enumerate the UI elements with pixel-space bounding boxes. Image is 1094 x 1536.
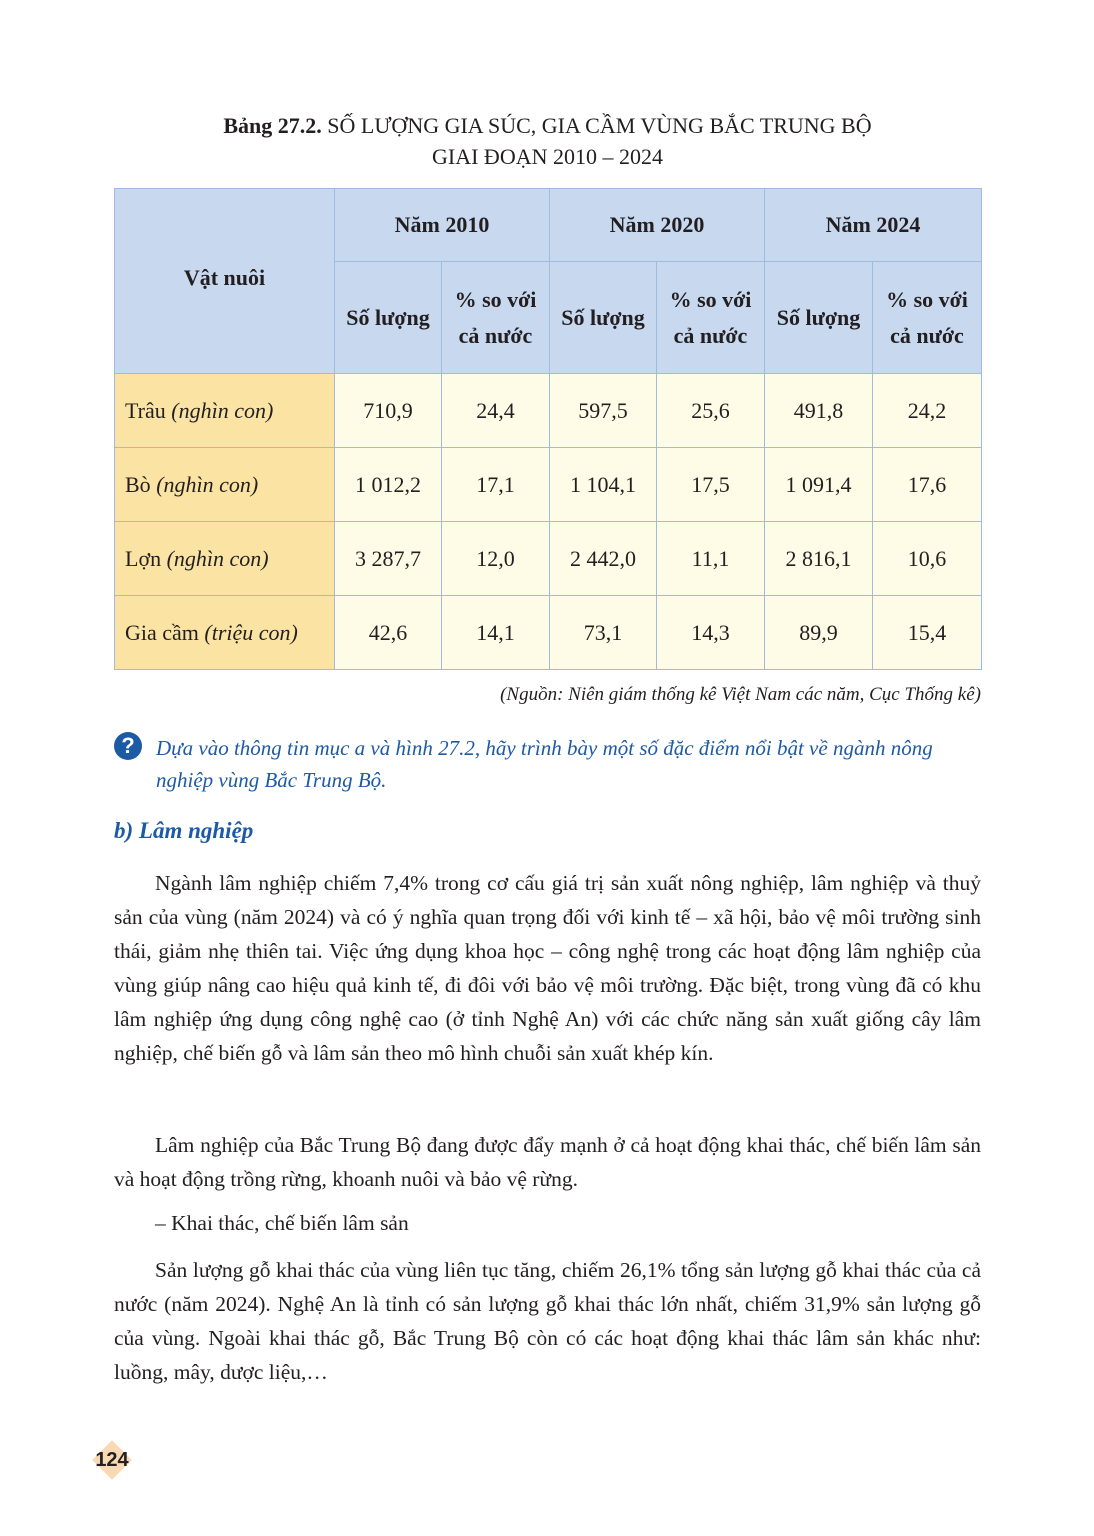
section-title: b) Lâm nghiệp (114, 818, 254, 843)
question-icon: ? (114, 732, 142, 760)
row-label: Lợn (nghìn con) (115, 522, 335, 596)
header-percent: % so với cả nước (657, 262, 765, 374)
table-cell: 14,3 (657, 596, 765, 670)
table-cell: 2 442,0 (550, 522, 657, 596)
table-row (115, 596, 982, 670)
row-label: Trâu (nghìn con) (115, 374, 335, 448)
table-cell: 24,2 (873, 374, 982, 448)
paragraph: – Khai thác, chế biến lâm sản (155, 1211, 409, 1235)
table-caption-line1: SỐ LƯỢNG GIA SÚC, GIA CẦM VÙNG BẮC TRUNG BỘ (327, 113, 872, 138)
table-cell: 17,6 (873, 448, 982, 522)
header-year-2024: Năm 2024 (765, 189, 982, 262)
table-source: (Nguồn: Niên giám thống kê Việt Nam các năm, Cục Thống kê) (500, 684, 981, 705)
table-cell: 491,8 (765, 374, 873, 448)
table-cell: 25,6 (657, 374, 765, 448)
table-cell: 42,6 (335, 596, 442, 670)
table-cell: 1 012,2 (335, 448, 442, 522)
row-label: Gia cầm (triệu con) (115, 596, 335, 670)
header-quantity: Số lượng (550, 262, 657, 374)
header-quantity: Số lượng (765, 262, 873, 374)
table-cell: 10,6 (873, 522, 982, 596)
table-cell: 14,1 (442, 596, 550, 670)
table-cell: 2 816,1 (765, 522, 873, 596)
page-number (92, 1440, 132, 1480)
table-cell: 1 104,1 (550, 448, 657, 522)
header-percent: % so với cả nước (873, 262, 982, 374)
header-year-2020: Năm 2020 (550, 189, 765, 262)
table-cell: 15,4 (873, 596, 982, 670)
table-caption-label: Bảng 27.2. (223, 113, 322, 138)
header-percent: % so với cả nước (442, 262, 550, 374)
table-cell: 17,5 (657, 448, 765, 522)
table-cell: 24,4 (442, 374, 550, 448)
question-text: Dựa vào thông tin mục a và hình 27.2, hãy trình bày một số đặc điểm nổi bật về ngành nông nghiệp vùng Bắc Trung Bộ. (156, 736, 933, 792)
table-caption (114, 110, 981, 172)
table-caption-line2: GIAI ĐOẠN 2010 – 2024 (432, 144, 663, 169)
header-quantity: Số lượng (335, 262, 442, 374)
table-cell: 3 287,7 (335, 522, 442, 596)
page-number-text: 124 (95, 1449, 129, 1471)
row-label: Bò (nghìn con) (115, 448, 335, 522)
header-year-2010: Năm 2010 (335, 189, 550, 262)
table-cell: 17,1 (442, 448, 550, 522)
table-row (115, 374, 982, 448)
table-cell: 710,9 (335, 374, 442, 448)
table-cell: 11,1 (657, 522, 765, 596)
table-row (115, 448, 982, 522)
question-block (114, 732, 981, 796)
table-cell: 73,1 (550, 596, 657, 670)
table-row (115, 522, 982, 596)
header-livestock: Vật nuôi (115, 189, 335, 374)
table-cell: 1 091,4 (765, 448, 873, 522)
livestock-table (114, 188, 982, 670)
paragraph: Lâm nghiệp của Bắc Trung Bộ đang được đẩy mạnh ở cả hoạt động khai thác, chế biến lâm sản và hoạt động trồng rừng, khoanh nuôi và bảo vệ rừng. (114, 1133, 981, 1191)
table-cell: 89,9 (765, 596, 873, 670)
table-cell: 597,5 (550, 374, 657, 448)
paragraph: Ngành lâm nghiệp chiếm 7,4% trong cơ cấu giá trị sản xuất nông nghiệp, lâm nghiệp và thuỷ sản của vùng (năm 2024) và có ý nghĩa quan trọng đối với kinh tế – xã hội, bảo vệ môi trường sinh thái, giảm nhẹ thiên tai. Việc ứng dụng khoa học – công nghệ trong các hoạt động lâm nghiệp của vùng giúp nâng cao hiệu quả kinh tế, đi đôi với bảo vệ môi trường. Đặc biệt, trong vùng đã có khu lâm nghiệp ứng dụng công nghệ cao (ở tỉnh Nghệ An) với các chức năng sản xuất giống cây lâm nghiệp, chế biến gỗ và lâm sản theo mô hình chuỗi sản xuất khép kín. (114, 871, 981, 1065)
table-cell: 12,0 (442, 522, 550, 596)
paragraph: Sản lượng gỗ khai thác của vùng liên tục tăng, chiếm 26,1% tổng sản lượng gỗ khai thác của cả nước (năm 2024). Nghệ An là tỉnh có sản lượng gỗ khai thác lớn nhất, chiếm 31,9% sản lượng gỗ của vùng. Ngoài khai thác gỗ, Bắc Trung Bộ còn có các hoạt động khai thác lâm sản khác như: luồng, mây, dược liệu,… (114, 1258, 981, 1384)
